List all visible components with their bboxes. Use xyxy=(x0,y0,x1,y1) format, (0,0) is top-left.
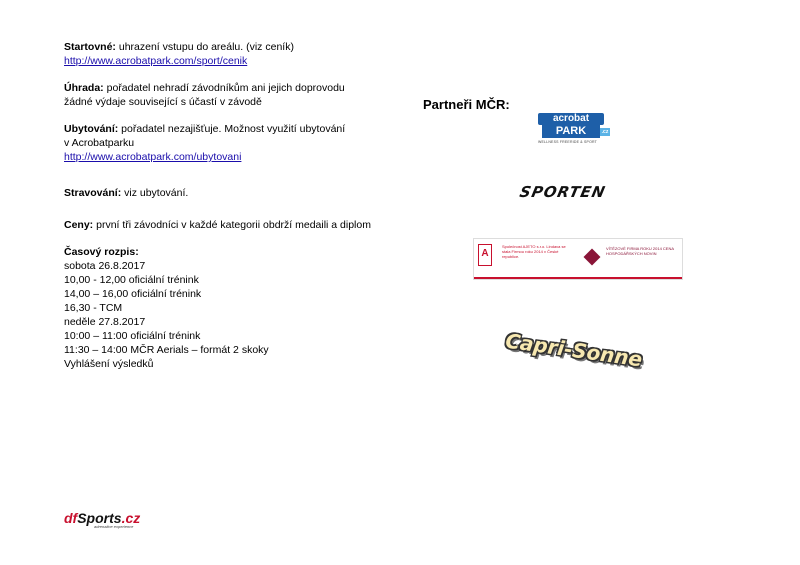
schedule-section xyxy=(64,245,394,371)
ubytovani-label: Ubytování: xyxy=(64,123,119,135)
acrobatpark-logo xyxy=(538,113,616,145)
acrobat-logo-cz: .cz xyxy=(601,129,609,135)
uhrada-section xyxy=(64,81,394,109)
ajeto-right-text: VÍTĚZOVÉ FIRMA ROKU 2014 CENA HOSPODÁŘSKÝCH NOVIN xyxy=(606,246,674,256)
capri-sonne-wordmark: Capri-Sonne xyxy=(503,328,644,372)
partners-title: Partneři MČR: xyxy=(423,97,510,112)
uhrada-text-2: žádné výdaje související s účastí v závodě xyxy=(64,96,262,108)
sporten-logo xyxy=(520,183,635,203)
dfsports-logo xyxy=(64,510,164,534)
acrobat-logo-tagline: WELLNESS FREERIDE & SPORT xyxy=(538,140,598,144)
cenik-link[interactable]: http://www.acrobatpark.com/sport/cenik xyxy=(64,55,248,67)
acrobat-logo-park: PARK .cz xyxy=(542,125,600,138)
ubytovani-text-2: v Acrobatparku xyxy=(64,137,135,149)
schedule-line: 10,00 - 12,00 oficiální trénink xyxy=(64,274,199,286)
capri-sonne-logo xyxy=(503,328,655,380)
startovne-section xyxy=(64,40,394,68)
schedule-line: 16,30 - TCM xyxy=(64,302,123,314)
stravovani-label: Stravování: xyxy=(64,187,122,199)
startovne-label: Startovné: xyxy=(64,41,116,53)
ceny-section xyxy=(64,218,394,232)
uhrada-label: Úhrada: xyxy=(64,82,104,94)
schedule-line: Vyhlášení výsledků xyxy=(64,358,154,370)
stravovani-section xyxy=(64,186,394,200)
schedule-label: Časový rozpis: xyxy=(64,246,139,258)
schedule-line: neděle 27.8.2017 xyxy=(64,316,146,328)
dfsports-wordmark: dfSports.cz xyxy=(64,510,141,526)
ubytovani-link[interactable]: http://www.acrobatpark.com/ubytovani xyxy=(64,151,242,163)
event-info xyxy=(64,40,394,371)
acrobat-logo-top: acrobat xyxy=(538,113,604,125)
schedule-line: 11:30 – 14:00 MČR Aerials – formát 2 skoky xyxy=(64,344,269,356)
sporten-wordmark: SPORTEN xyxy=(518,183,608,201)
ceny-label: Ceny: xyxy=(64,219,94,231)
ajeto-mark-icon: A xyxy=(478,244,492,266)
ajeto-banner xyxy=(473,238,683,280)
stravovani-text: viz ubytování. xyxy=(121,187,189,199)
ajeto-left-text: Společnost AJETO s.r.o. Lindava se stala Firmou roku 2014 v České republice. xyxy=(502,244,566,259)
firma-roku-diamond-icon xyxy=(584,249,601,266)
dfsports-tagline: adrenaline experience xyxy=(94,524,134,529)
schedule-line: sobota 26.8.2017 xyxy=(64,260,146,272)
ceny-text: první tři závodníci v každé kategorii obdrží medaili a diplom xyxy=(93,219,371,231)
ubytovani-section xyxy=(64,122,394,164)
uhrada-text: pořadatel nehradí závodníkům ani jejich doprovodu xyxy=(103,82,345,94)
startovne-text: uhrazení vstupu do areálu. (viz ceník) xyxy=(115,41,294,53)
schedule-line: 14,00 – 16,00 oficiální trénink xyxy=(64,288,202,300)
ubytovani-text: pořadatel nezajišťuje. Možnost využití ubytování xyxy=(118,123,346,135)
ajeto-red-bar xyxy=(474,277,682,279)
schedule-line: 10:00 – 11:00 oficiální trénink xyxy=(64,330,201,342)
